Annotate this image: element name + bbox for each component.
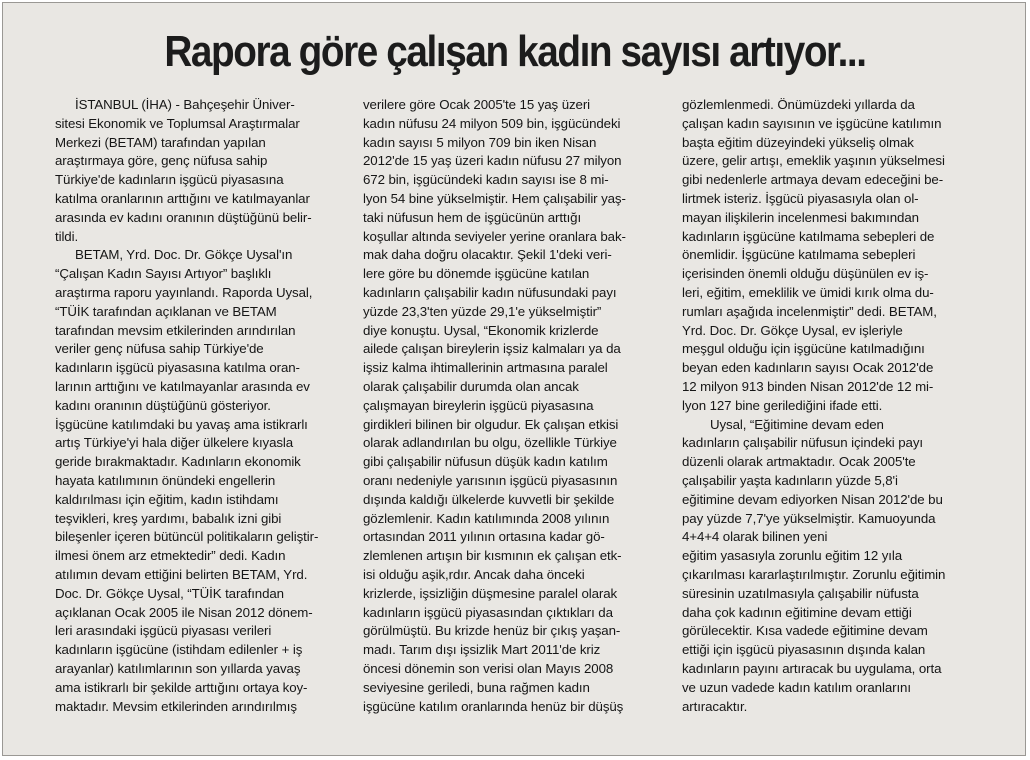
article-text-line: beyan eden kadınların sayısı Ocak 2012'de xyxy=(682,360,934,376)
article-text-line: araştırmaya göre, genç nüfusa sahip xyxy=(55,153,268,169)
article-text-line: diye konuştu. Uysal, “Ekonomik krizlerde xyxy=(363,322,599,338)
article-text-line: leri, eğitim, emeklilik ve ümidi kırık olma du- xyxy=(682,284,934,300)
article-text-line: verilere göre Ocak 2005'te 15 yaş üzeri xyxy=(363,97,591,112)
article-text-line: çıkarılması kararlaştırılmıştır. Zorunlu eğitimin xyxy=(682,566,946,582)
article-text-line: artış Türkiye'yi hala diğer ülkelere kıyasla xyxy=(55,435,294,451)
article-text-line: İSTANBUL (İHA) - Bahçeşehir Üniver- xyxy=(75,97,295,112)
article-text-line: kadınların işgücü piyasasına katılma oran- xyxy=(55,360,300,376)
article-text-line: başta eğitim düzeyindeki yükseliş olmak xyxy=(682,134,914,150)
article-text-line: 4+4+4 olarak bilinen yeni xyxy=(682,529,828,545)
article-text-line: düzenli olarak artmaktadır. Ocak 2005'te xyxy=(682,454,916,470)
article-text-line: olarak adlandırılan bu olgu, özellikle Türkiye xyxy=(363,435,617,451)
article-text-line: rumları aşağıda incelenmiştir” dedi. BETAM, xyxy=(682,303,937,319)
article-text-line: seviyesine geriledi, buna rağmen kadın xyxy=(363,679,590,695)
article-text-line: süresinin uzatılmasıyla çalışabilir nüfusta xyxy=(682,585,919,601)
article-text-line: eğitim yasasıyla zorunlu eğitim 12 yıla xyxy=(682,548,903,564)
article-text-line: kadın sayısı 5 milyon 709 bin iken Nisan xyxy=(363,134,597,150)
article-text-line: gibi nedenlerle artmaya devam edeceğini be- xyxy=(682,172,944,188)
article-column-1 xyxy=(55,96,353,716)
article-text-line: arasında ev kadını oranının düştüğünü belir- xyxy=(55,209,312,225)
article-text-line: artıracaktır. xyxy=(682,698,748,714)
article-text-line: çalışan kadın sayısının ve işgücüne katılımın xyxy=(682,115,942,131)
article-text-line: yüzde 23,3'ten yüzde 29,1'e yükselmiştir” xyxy=(363,303,602,319)
article-text-line: zlemlenen artışın bir kısmının ek çalışan etk- xyxy=(363,548,622,564)
article-text-line: lirtmek isteriz. İşgücü piyasasıyla olan ol- xyxy=(682,190,919,206)
article-text-line: çalışmayan bireylerin işgücü piyasasına xyxy=(363,397,594,413)
newspaper-clipping xyxy=(2,2,1026,756)
article-text-line: ettiği için işgücü piyasasının dışında kalan xyxy=(682,642,926,658)
article-text-line: bileşenler içeren bütüncül politikaların geliştir- xyxy=(55,529,319,545)
article-text-line: görülmüştü. Bu krizde henüz bir çıkış yaşan- xyxy=(363,623,621,639)
article-text-line: daha çok kadının eğitimine devam ettiği xyxy=(682,604,912,620)
article-text-line: “TÜİK tarafından açıklanan ve BETAM xyxy=(55,303,277,319)
article-text-line: eğitimine devam ediyorken Nisan 2012'de bu xyxy=(682,491,943,507)
article-text-line: pay yüzde 7,7'ye yükselmiştir. Kamuoyunda xyxy=(682,510,936,526)
article-text-line: kadın nüfusu 24 milyon 509 bin, işgücündeki xyxy=(363,115,621,131)
article-text-line: üzere, gelir artışı, emeklik yaşının yükselmesi xyxy=(682,153,945,169)
article-text-line: oranı nedeniyle yarısının işgücü piyasasının xyxy=(363,472,618,488)
article-text-line: ve uzun vadede kadın katılım oranlarını xyxy=(682,679,911,695)
article-text-line: Uysal, “Eğitimine devam eden xyxy=(710,416,884,432)
article-text-line: 672 bin, işgücündeki kadın sayısı ise 8 mi- xyxy=(363,172,609,188)
article-text-line: girdikleri bilinen bir olgudur. Ek çalışan etkisi xyxy=(363,416,619,432)
article-text-line: teşvikleri, kreş yardımı, babalık izni gibi xyxy=(55,510,282,526)
article-text-line: 2012'de 15 yaş üzeri kadın nüfusu 27 milyon xyxy=(363,153,622,169)
article-text-line: sitesi Ekonomik ve Toplumsal Araştırmalar xyxy=(55,115,300,131)
article-text-line: kadınların işgücüne katılmama sebepleri de xyxy=(682,228,935,244)
article-text-line: lyon 54 bine yükselmiştir. Hem çalışabilir yaş- xyxy=(363,190,626,206)
article-text-line: görülecektir. Kısa vadede eğitimine devam xyxy=(682,623,928,639)
article-text-line: veriler genç nüfusa sahip Türkiye'de xyxy=(55,341,264,357)
article-text-line: ortasından 2011 yılının ortasına kadar gö- xyxy=(363,529,605,545)
article-text-line: olarak çalışabilir durumda olan ancak xyxy=(363,378,579,394)
article-text-line: tildi. xyxy=(55,228,79,244)
article-text-line: gibi çalışabilir nüfusun düşük kadın katılım xyxy=(363,454,608,470)
article-text-line: geride bırakmaktadır. Kadınların ekonomik xyxy=(55,454,301,470)
article-text-line: mak daha doğru olacaktır. Şekil 1'deki veri- xyxy=(363,247,612,263)
article-text-line: kadınların çalışabilir nüfusun içindeki payı xyxy=(682,435,923,451)
article-text-line: krizlerde, işsizliğin düşmesine paralel olarak xyxy=(363,585,618,601)
article-text-line: madı. Tarım dışı işsizlik Mart 2011'de kriz xyxy=(363,642,601,658)
article-text-line: Merkezi (BETAM) tarafından yapılan xyxy=(55,134,266,150)
article-text-line: meşgul olduğu için işgücüne katılmadığını xyxy=(682,341,925,357)
article-text-line: taki nüfusun hem de işgücünün arttığı xyxy=(363,209,582,225)
article-text-line: lyon 127 bine gerilediğini ifade etti. xyxy=(682,397,883,413)
article-text-line: leri arasındaki işgücü piyasası verileri xyxy=(55,623,272,639)
article-text-line: atılımın devam ettiğini belirten BETAM, Yrd. xyxy=(55,566,308,582)
article-text-line: içerisinden önemli olduğu düşünülen ev iş- xyxy=(682,266,929,282)
article-text-line: hayata katılımının önündeki engellerin xyxy=(55,472,276,488)
article-text-line: kaldırılması için eğitim, kadın istihdamı xyxy=(55,491,279,507)
article-text-line: öncesi dönemin son verisi olan Mayıs 2008 xyxy=(363,660,614,676)
article-text-line: araştırma raporu yayınlandı. Raporda Uysal, xyxy=(55,284,313,300)
article-text-line: kadınların çalışabilir kadın nüfusundaki payı xyxy=(363,284,617,300)
article-text-line: kadınların işgücüne (istihdam edilenler + iş xyxy=(55,642,303,658)
article-text-line: tarafından mevsim etkilerinden arındırılan xyxy=(55,322,296,338)
article-text-line: çalışabilir yaşta kadınların yüzde 5,8'i xyxy=(682,472,898,488)
article-text-line: dışında kaldığı ülkelerde kuvvetli bir şekilde xyxy=(363,491,615,507)
article-text-line: mayan ilişkilerin incelenmesi bakımından xyxy=(682,209,919,225)
article-headline: Rapora göre çalışan kadın sayısı artıyor... xyxy=(164,27,866,76)
article-text-line: koşullar altında seviyeler yerine oranlara bak- xyxy=(363,228,626,244)
article-text-line: larının arttığını ve katılmayanlar arasında ev xyxy=(55,378,310,394)
article-text-line: kadınların işgücü piyasasından çıktıkları da xyxy=(363,604,613,620)
article-text-line: İşgücüne katılımdaki bu yavaş ama istikrarlı xyxy=(55,416,308,432)
article-text-line: Türkiye'de kadınların işgücü piyasasına xyxy=(55,172,284,188)
article-text-line: arayanlar) katılımlarının son yıllarda yavaş xyxy=(55,660,301,676)
article-text-line: ilmesi önem arz etmektedir” dedi. Kadın xyxy=(55,548,286,564)
article-text-line: kadını oranının düştüğünü gösteriyor. xyxy=(55,397,271,413)
article-text-line: kadınların payını artıracak bu uygulama, orta xyxy=(682,660,942,676)
article-text-line: gözlemlenir. Kadın katılımında 2008 yılının xyxy=(363,510,610,526)
article-text-line: Doc. Dr. Gökçe Uysal, “TÜİK tarafından xyxy=(55,585,284,601)
article-text-line: ailede çalışan bireylerin işsiz kalmaları ya da xyxy=(363,341,621,357)
article-text-line: “Çalışan Kadın Sayısı Artıyor” başlıklı xyxy=(55,266,272,282)
article-text-line: açıklanan Ocak 2005 ile Nisan 2012 dönem- xyxy=(55,604,313,620)
article-text-line: maktadır. Mevsim etkilerinden arındırılmış xyxy=(55,698,297,714)
article-column-3 xyxy=(682,96,1010,716)
article-text-line: gözlemlenmedi. Önümüzdeki yıllarda da xyxy=(682,97,915,112)
article-text-line: Yrd. Doc. Dr. Gökçe Uysal, ev işleriyle xyxy=(682,322,903,338)
article-text-line: işsiz kalma ihtimallerinin artmasına paralel xyxy=(363,360,608,376)
article-text-line: katılma oranlarının arttığını ve katılmayanlar xyxy=(55,190,310,206)
article-text-line: lere göre bu dönemde işgücüne katılan xyxy=(363,266,590,282)
article-column-2 xyxy=(363,96,671,716)
article-text-line: BETAM, Yrd. Doc. Dr. Gökçe Uysal'ın xyxy=(75,247,293,263)
article-text-line: isi olduğu aşik,rdır. Ancak daha önceki xyxy=(363,566,585,582)
article-text-line: önemlidir. İşgücüne katılmama sebepleri xyxy=(682,247,916,263)
article-text-line: 12 milyon 913 binden Nisan 2012'de 12 mi- xyxy=(682,378,934,394)
article-text-line: ama istikrarlı bir şekilde arttığını ortaya koy- xyxy=(55,679,308,695)
article-text-line: işgücüne katılım oranlarında henüz bir düşüş xyxy=(363,698,624,714)
